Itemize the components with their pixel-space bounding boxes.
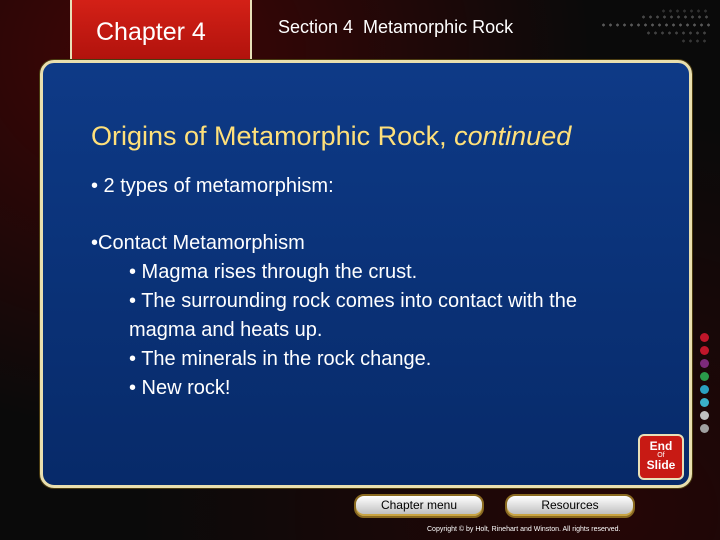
chapter-menu-button[interactable]: Chapter menu: [354, 494, 484, 518]
section-label: Section 4 Metamorphic Rock: [278, 17, 514, 37]
side-dot: [700, 424, 709, 433]
side-dot: [700, 359, 709, 368]
slide-title-main: Origins of Metamorphic Rock,: [91, 121, 455, 151]
end-of-slide-button[interactable]: [638, 434, 684, 480]
side-dot: [700, 385, 709, 394]
copyright-text: Copyright © by Holt, Rinehart and Winston. All rights reserved.: [427, 526, 621, 533]
decorative-dots: [680, 38, 710, 44]
bullet-contact-metamorphism: •Contact Metamorphism: [91, 232, 305, 254]
decorative-dots: [600, 22, 710, 28]
chapter-label: Chapter 4: [96, 18, 206, 46]
side-dot: [700, 372, 709, 381]
resources-button[interactable]: Resources: [505, 494, 635, 518]
side-dot: [700, 346, 709, 355]
slide-title-continued: continued: [454, 121, 572, 151]
decorative-dots: [640, 14, 710, 20]
sub-bullet-magma: • Magma rises through the crust.: [129, 261, 418, 283]
sub-bullet-surrounding-rock-cont: magma and heats up.: [129, 319, 323, 341]
bullet-types: • 2 types of metamorphism:: [91, 175, 334, 197]
side-dot: [700, 333, 709, 342]
end-of-slide-line3: Slide: [646, 458, 676, 472]
sub-bullet-minerals: • The minerals in the rock change.: [129, 348, 432, 370]
side-dot: [700, 411, 709, 420]
end-of-slide-line2: Of: [657, 452, 665, 459]
sub-bullet-surrounding-rock: • The surrounding rock comes into contact with the: [129, 290, 577, 312]
side-dot: [700, 398, 709, 407]
sub-bullet-new-rock: • New rock!: [129, 377, 231, 399]
decorative-dots: [645, 30, 710, 36]
end-of-slide-line1: End: [649, 439, 673, 453]
slide-title: [91, 121, 571, 152]
